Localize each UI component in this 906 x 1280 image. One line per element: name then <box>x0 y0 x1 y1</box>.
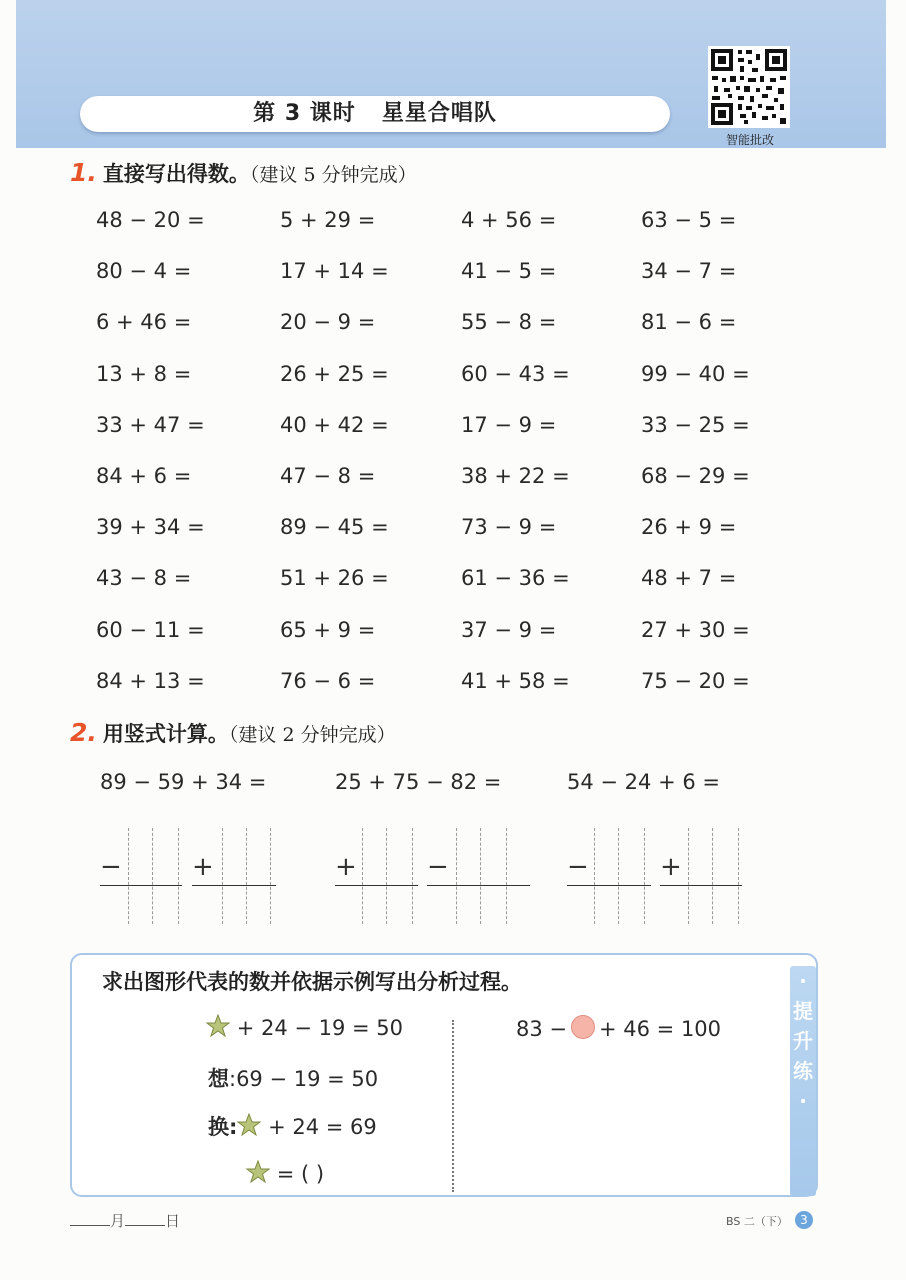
section-2-title: 用竖式计算。 <box>102 722 229 746</box>
section-1-heading <box>70 158 417 188</box>
mental-math-problem: 5 + 29 = <box>280 208 376 232</box>
answer-blank[interactable]: = ( ) <box>276 1162 325 1186</box>
mental-math-problem: 80 − 4 = <box>96 259 192 283</box>
swap-equation: + 24 = 69 <box>268 1115 377 1139</box>
mental-math-problem: 43 − 8 = <box>96 566 192 590</box>
mental-math-problem: 34 − 7 = <box>641 259 737 283</box>
section-1-number: 1. <box>70 158 97 187</box>
mental-math-problem: 60 − 43 = <box>461 362 570 386</box>
digit-guide-line <box>738 828 739 924</box>
sum-line <box>567 885 651 886</box>
swap-label: 换 <box>208 1115 229 1139</box>
mental-math-problem: 13 + 8 = <box>96 362 192 386</box>
section-1-note: （建议 5 分钟完成） <box>249 164 417 186</box>
side-tab-char-1: 提 <box>793 999 813 1023</box>
section-1-title: 直接写出得数。 <box>102 162 250 186</box>
task-left: 83 − <box>516 1017 567 1041</box>
mental-math-problem: 99 − 40 = <box>641 362 750 386</box>
digit-guide-line <box>456 828 457 924</box>
mental-math-problem: 63 − 5 = <box>641 208 737 232</box>
section-2-note: （建议 2 分钟完成） <box>228 724 396 746</box>
example-answer <box>246 1160 324 1189</box>
vertical-operator: + <box>335 852 357 882</box>
digit-guide-line <box>222 828 223 924</box>
qr-label: 智能批改 <box>725 133 774 147</box>
star-icon <box>206 1014 230 1043</box>
mental-math-problem: 48 + 7 = <box>641 566 737 590</box>
vertical-problem-3: 54 − 24 + 6 = <box>567 770 720 794</box>
digit-guide-line <box>362 828 363 924</box>
mental-math-problem: 73 − 9 = <box>461 515 557 539</box>
example-swap: 换: + 24 = 69 <box>208 1111 377 1142</box>
mental-math-problem: 17 + 14 = <box>280 259 389 283</box>
mental-math-problem: 20 − 9 = <box>280 310 376 334</box>
task-equation <box>516 1015 721 1041</box>
digit-guide-line <box>412 828 413 924</box>
mental-math-problem: 84 + 13 = <box>96 669 205 693</box>
sum-line <box>335 885 418 886</box>
vertical-operator: + <box>660 852 682 882</box>
book-code: BS 二（下） <box>726 1215 788 1228</box>
sum-line <box>192 885 276 886</box>
mental-math-problem: 17 − 9 = <box>461 413 557 437</box>
digit-guide-line <box>386 828 387 924</box>
sum-line <box>660 885 742 886</box>
qr-code-icon[interactable] <box>708 46 790 128</box>
lesson-title <box>80 96 670 132</box>
lesson-number: 第 3 课时 <box>253 101 356 126</box>
mental-math-problem: 65 + 9 = <box>280 618 376 642</box>
mental-math-problem: 61 − 36 = <box>461 566 570 590</box>
day-label: 日 <box>165 1212 181 1230</box>
date-field[interactable] <box>70 1210 180 1231</box>
digit-guide-line <box>128 828 129 924</box>
task-right: + 46 = 100 <box>599 1017 722 1041</box>
digit-guide-line <box>506 828 507 924</box>
mental-math-problem: 55 − 8 = <box>461 310 557 334</box>
mental-math-problem: 41 + 58 = <box>461 669 570 693</box>
digit-guide-line <box>712 828 713 924</box>
extension-heading: 求出图形代表的数并依据示例写出分析过程。 <box>102 970 522 994</box>
mental-math-problem: 26 + 25 = <box>280 362 389 386</box>
digit-guide-line <box>480 828 481 924</box>
side-tab-dot-bottom: · <box>799 1089 807 1113</box>
digit-guide-line <box>618 828 619 924</box>
star-icon <box>237 1113 261 1142</box>
mental-math-problem: 48 − 20 = <box>96 208 205 232</box>
mental-math-problem: 47 − 8 = <box>280 464 376 488</box>
mental-math-problem: 27 + 30 = <box>641 618 750 642</box>
mental-math-problem: 40 + 42 = <box>280 413 389 437</box>
example-line-1 <box>206 1014 403 1043</box>
mental-math-problem: 33 − 25 = <box>641 413 750 437</box>
mental-math-problem: 41 − 5 = <box>461 259 557 283</box>
digit-guide-line <box>644 828 645 924</box>
mental-math-problem: 26 + 9 = <box>641 515 737 539</box>
think-equation: :69 − 19 = 50 <box>229 1067 379 1091</box>
digit-guide-line <box>246 828 247 924</box>
mental-math-problem: 89 − 45 = <box>280 515 389 539</box>
example-think <box>208 1063 378 1093</box>
think-label: 想 <box>208 1067 229 1091</box>
side-tab-char-2: 升 <box>793 1029 813 1053</box>
vertical-operator: + <box>192 852 214 882</box>
mental-math-problem: 38 + 22 = <box>461 464 570 488</box>
digit-guide-line <box>594 828 595 924</box>
section-2-number: 2. <box>70 718 97 747</box>
side-tab-char-3: 练 <box>793 1059 813 1083</box>
vertical-problem-1: 89 − 59 + 34 = <box>100 770 267 794</box>
sum-line <box>427 885 530 886</box>
mental-math-problem: 39 + 34 = <box>96 515 205 539</box>
section-2-heading <box>70 718 396 748</box>
mental-math-problem: 76 − 6 = <box>280 669 376 693</box>
sum-line <box>100 885 182 886</box>
vertical-operator: − <box>567 852 589 882</box>
panel-divider <box>452 1020 454 1192</box>
mental-math-problem: 51 + 26 = <box>280 566 389 590</box>
mental-math-problem: 81 − 6 = <box>641 310 737 334</box>
digit-guide-line <box>688 828 689 924</box>
side-tab-dot-top: · <box>799 969 807 993</box>
mental-math-problem: 60 − 11 = <box>96 618 205 642</box>
digit-guide-line <box>152 828 153 924</box>
mental-math-problem: 33 + 47 = <box>96 413 205 437</box>
month-label: 月 <box>110 1212 126 1230</box>
mental-math-problem: 68 − 29 = <box>641 464 750 488</box>
mental-math-problem: 37 − 9 = <box>461 618 557 642</box>
mental-math-problem: 6 + 46 = <box>96 310 192 334</box>
vertical-operator: − <box>100 852 122 882</box>
vertical-operator: − <box>427 852 449 882</box>
example-equation: + 24 − 19 = 50 <box>236 1016 404 1040</box>
mental-math-problem: 4 + 56 = <box>461 208 557 232</box>
digit-guide-line <box>270 828 271 924</box>
page-number: 3 <box>795 1211 813 1229</box>
circle-shape-icon <box>571 1015 595 1039</box>
vertical-problem-2: 25 + 75 − 82 = <box>335 770 502 794</box>
mental-math-problem: 84 + 6 = <box>96 464 192 488</box>
star-icon <box>246 1160 270 1189</box>
lesson-name: 星星合唱队 <box>381 101 497 126</box>
side-tab-improve <box>790 966 816 1196</box>
digit-guide-line <box>178 828 179 924</box>
mental-math-problem: 75 − 20 = <box>641 669 750 693</box>
